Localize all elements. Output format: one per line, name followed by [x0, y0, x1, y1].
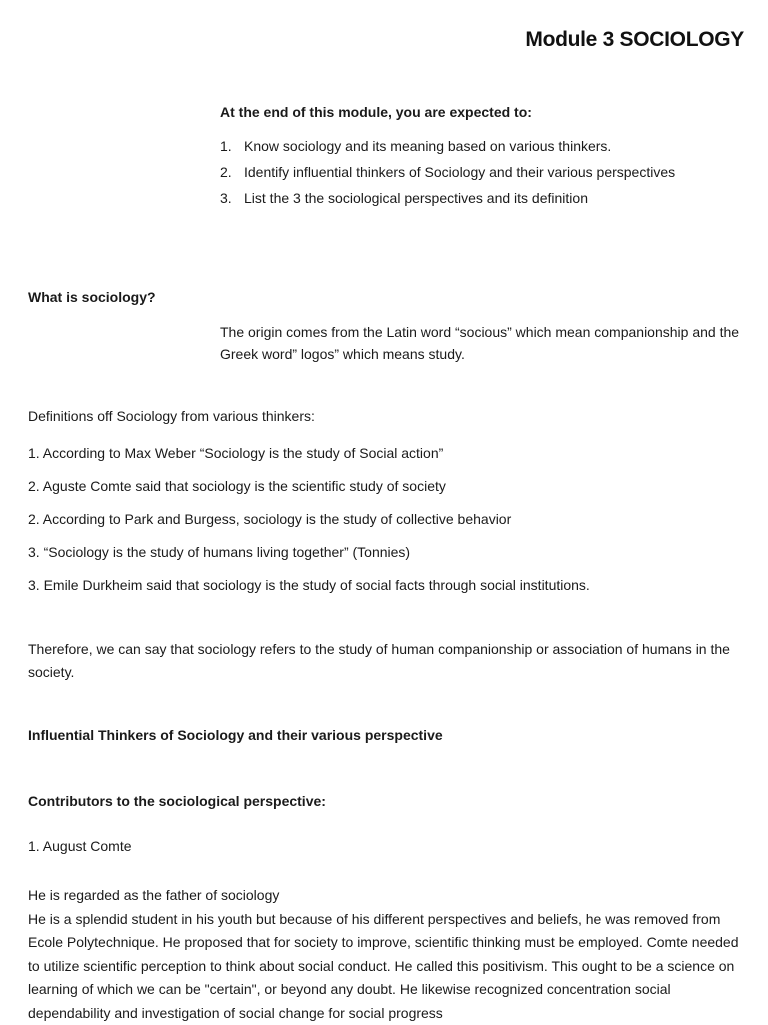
objective-number: 2.	[220, 159, 244, 185]
objective-text: Identify influential thinkers of Sociology and their various perspectives	[244, 159, 675, 185]
objective-item	[220, 159, 750, 185]
definition-item: 3. “Sociology is the study of humans living together” (Tonnies)	[28, 536, 748, 569]
definitions-list	[28, 437, 748, 602]
objective-text: List the 3 the sociological perspectives and its definition	[244, 185, 588, 211]
objective-number: 3.	[220, 185, 244, 211]
therefore-paragraph: Therefore, we can say that sociology refers to the study of human companionship or association of humans in the society.	[28, 638, 748, 684]
objective-item	[220, 185, 750, 211]
definition-item: 2. According to Park and Burgess, sociology is the study of collective behavior	[28, 503, 748, 536]
objective-item	[220, 133, 750, 159]
objectives-list	[220, 133, 750, 211]
objective-text: Know sociology and its meaning based on various thinkers.	[244, 133, 611, 159]
what-is-sociology-heading: What is sociology?	[28, 289, 156, 305]
definition-item: 1. According to Max Weber “Sociology is the study of Social action”	[28, 437, 748, 470]
definitions-heading: Definitions off Sociology from various thinkers:	[28, 408, 315, 424]
definition-item: 2. Aguste Comte said that sociology is the scientific study of society	[28, 470, 748, 503]
contributors-heading: Contributors to the sociological perspective:	[28, 793, 326, 809]
august-comte-description	[28, 884, 753, 1025]
origin-paragraph: The origin comes from the Latin word “socious” which mean companionship and the Greek word” logos” which means study.	[220, 321, 750, 365]
august-comte-heading: 1. August Comte	[28, 838, 132, 854]
comte-body-paragraph: He is a splendid student in his youth but because of his different perspectives and beliefs, he was removed from Ecole Polytechnique. He proposed that for society to improve, scientific thinking must be employed. Comte needed to utilize scientific perception to think about social conduct. He called this positivism. This ought to be a science on learning of which we can be "certain", or beyond any doubt. He likewise recognized concentration social dependability and investigation of social change for social progress	[28, 908, 753, 1025]
comte-intro-line: He is regarded as the father of sociology	[28, 884, 753, 908]
objectives-heading: At the end of this module, you are expected to:	[220, 104, 532, 120]
module-title: Module 3 SOCIOLOGY	[525, 28, 744, 52]
definition-item: 3. Emile Durkheim said that sociology is the study of social facts through social institutions.	[28, 569, 748, 602]
influential-thinkers-heading: Influential Thinkers of Sociology and their various perspective	[28, 727, 443, 743]
objective-number: 1.	[220, 133, 244, 159]
